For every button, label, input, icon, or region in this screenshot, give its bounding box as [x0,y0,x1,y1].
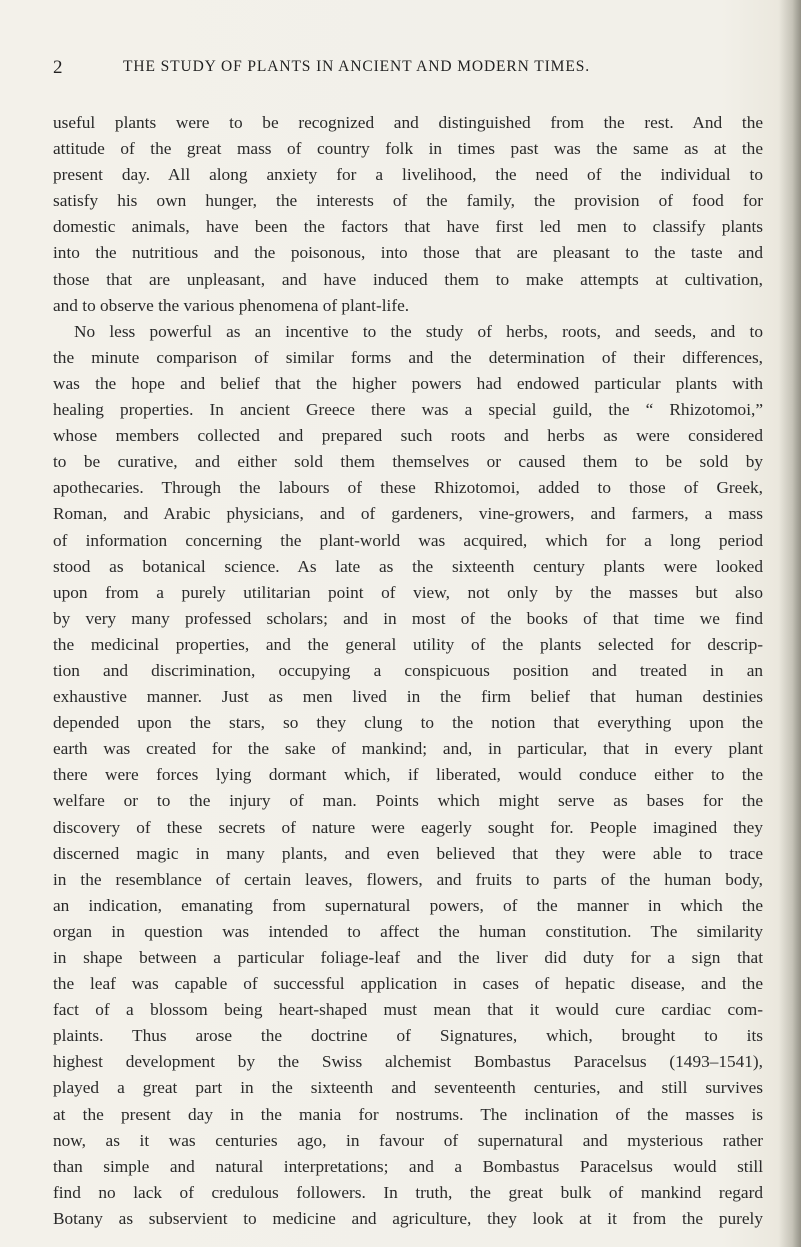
text-line: organ in question was intended to affect the human constitution. The similarity [53,921,763,941]
text-line: plaints. Thus arose the doctrine of Signatures, which, brought to its [53,1026,763,1046]
text-line: attitude of the great mass of country folk in times past was the same as at the [53,139,763,159]
text-line: tion and discrimination, occupying a conspicuous position and treated in an [53,660,763,680]
text-line: healing properties. In ancient Greece there was a special guild, the “ Rhizotomoi,” [53,400,763,420]
text-line: an indication, emanating from supernatural powers, of the manner in which the [53,895,763,915]
running-header [53,57,758,87]
text-line: exhaustive manner. Just as men lived in the firm belief that human destinies [53,687,763,707]
page-number: 2 [53,57,63,78]
text-line: discerned magic in many plants, and even believed that they were able to trace [53,843,763,863]
text-line: than simple and natural interpretations; and a Bombastus Paracelsus would still [53,1156,763,1176]
running-title: THE STUDY OF PLANTS IN ANCIENT AND MODERN TIMES. [123,58,591,75]
text-line: earth was created for the sake of mankind; and, in particular, that in every plant [53,739,763,759]
text-line: domestic animals, have been the factors that have first led men to classify plants [53,217,763,237]
text-line: Roman, and Arabic physicians, and of gardeners, vine-growers, and farmers, a mass [53,504,763,524]
text-line: the minute comparison of similar forms and the determination of their differences, [53,347,763,367]
text-line: into the nutritious and the poisonous, into those that are pleasant to the taste and [53,243,763,263]
text-line: the medicinal properties, and the general utility of the plants selected for descrip- [53,634,763,654]
text-line: depended upon the stars, so they clung to the notion that everything upon the [53,713,763,733]
text-line: No less powerful as an incentive to the study of herbs, roots, and seeds, and to [74,321,763,341]
text-line: fact of a blossom being heart-shaped must mean that it would cure cardiac com- [53,1000,763,1020]
page-edge-shadow [779,0,801,1247]
text-line: of information concerning the plant-world was acquired, which for a long period [53,530,763,550]
text-line: there were forces lying dormant which, if liberated, would conduce either to the [53,765,763,785]
text-line: highest development by the Swiss alchemist Bombastus Paracelsus (1493–1541), [53,1052,763,1072]
text-line: discovery of these secrets of nature were eagerly sought for. People imagined they [53,817,763,837]
text-line: apothecaries. Through the labours of these Rhizotomoi, added to those of Greek, [53,478,763,498]
text-line: stood as botanical science. As late as the sixteenth century plants were looked [53,556,763,576]
text-line: in the resemblance of certain leaves, flowers, and fruits to parts of the human body, [53,869,763,889]
text-line: present day. All along anxiety for a livelihood, the need of the individual to [53,165,763,185]
text-line: at the present day in the mania for nostrums. The inclination of the masses is [53,1104,763,1124]
text-line: satisfy his own hunger, the interests of the family, the provision of food for [53,191,763,211]
text-line: upon from a purely utilitarian point of view, not only by the masses but also [53,582,763,602]
body-text [53,110,763,1232]
text-line: the leaf was capable of successful application in cases of hepatic disease, and the [53,974,763,994]
text-line: was the hope and belief that the higher powers had endowed particular plants with [53,373,763,393]
text-line: those that are unpleasant, and have induced them to make attempts at cultivation, [53,269,763,289]
text-line: played a great part in the sixteenth and seventeenth centuries, and still survives [53,1078,763,1098]
text-line: and to observe the various phenomena of plant-life. [53,295,410,315]
text-line: welfare or to the injury of man. Points which might serve as bases for the [53,791,763,811]
text-line: in shape between a particular foliage-leaf and the liver did duty for a sign that [53,948,763,967]
text-line: by very many professed scholars; and in most of the books of that time we find [53,608,763,628]
text-line: now, as it was centuries ago, in favour of supernatural and mysterious rather [53,1130,763,1150]
text-line: find no lack of credulous followers. In truth, the great bulk of mankind regard [53,1182,763,1202]
text-line: whose members collected and prepared such roots and herbs as were considered [53,426,763,446]
text-line: useful plants were to be recognized and distinguished from the rest. And the [53,113,763,132]
text-line: Botany as subservient to medicine and agriculture, they look at it from the purely [53,1208,763,1228]
text-line: to be curative, and either sold them themselves or caused them to be sold by [53,452,763,472]
